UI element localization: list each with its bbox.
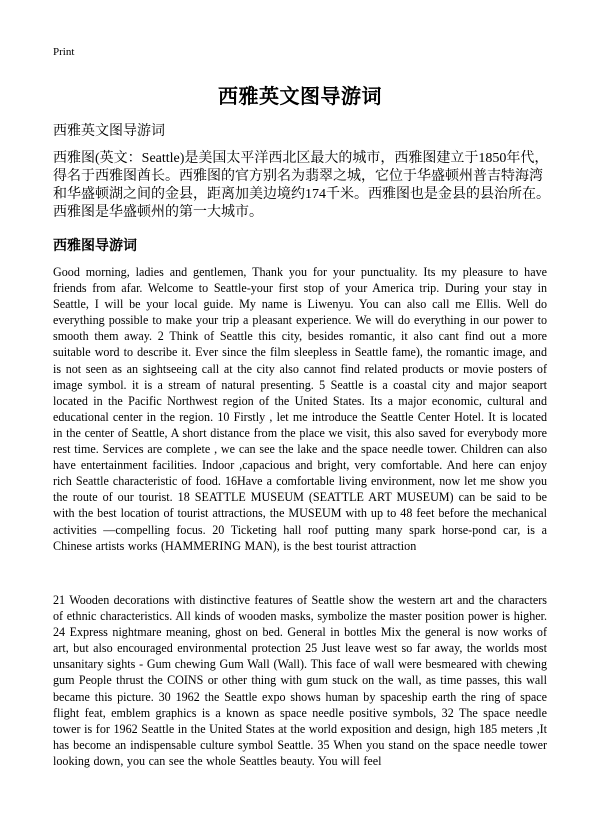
body-paragraph-2: 21 Wooden decorations with distinctive features of Seattle show the western art and the characters of ethnic characteristics. All kinds of wooden masks, symbolize the master position power is higher. 24 Express nightmare meaning, ghost on bed. General in bottles Mix the general is now works of art, but also encouraged environmental protection 25 Just leave west so far away, the worlds most unsanitary sights - Gum chewing Gum Wall (Wall). This face of wall were besmeared with chewing gum People thrust the COINS or other thing with gum stuck on the wall, as time passes, this wall became this picture. 30 1962 the Seattle expo shows human by spaceship earth the ring of space flight feat, emblem graphics is a known as space needle positive symbols, 32 The space needle tower is for 1962 Seattle in the United States at the world exposition and design, high 185 meters ,It has become an indispensable culture symbol Seattle. 35 When you stand on the space needle tower looking down, you can see the whole Seattles beauty. You will feel: [53, 593, 547, 768]
print-link[interactable]: Print: [53, 46, 75, 58]
intro-paragraph: 西雅图(英文：Seattle)是美国太平洋西北区最大的城市，西雅图建立于1850年代，得名于西雅图酋长。西雅图的官方别名为翡翠之城，它位于华盛顿州普吉特海湾和华盛顿湖之间的金县，距离加美边境约174千米。西雅图也是金县的县治所在。西雅图是华盛顿州的第一大城市。: [53, 151, 550, 220]
section-heading: 西雅图导游词: [53, 239, 137, 254]
body-paragraph-1: Good morning, ladies and gentlemen, Thank you for your punctuality. Its my pleasure to have friends from afar. Welcome to Seattle-your first stop of your America trip. During your stay in Seattle, I will be your local guide. My name is Liwenyu. You can also call me Ellis. Well do everything possible to make your trip a pleasant experience. We will do everything in our power to smooth them away. 2 Think of Seattle this city, besides romantic, it also cant find out a more suitable word to describe it. Ever since the film sleepless in Seattle fame), the romantic image, and is not seen as an sightseeing call at the city also cannot find related products or movie posters of image symbol. it is a stream of natural presenting. 5 Seattle is a coastal city and major seaport located in the Pacific Northwest region of the United States. Its a major economic, cultural and educational center in the region. 10 Firstly , let me introduce the Seattle Center Hotel. It is located in the center of Seattle, A short distance from the place we visit, this also saved for everybody more rest time. Services are complete , we can see the lake and the space needle tower. Children can also have entertainment facilities. Indoor ,capacious and bright, very comfortable. And here can enjoy rich Seattle characteristic of food. 16Have a comfortable living environment, now let me show you the route of our tourist. 18 SEATTLE MUSEUM (SEATTLE ART MUSEUM) can be said to be with the best location of tourist attractions, the MUSEUM with up to 48 feet before the mechanical activities —compelling focus. 20 Ticketing hall roof putting many spark horse-pond car, is a Chinese artists works (HAMMERING MAN), is the best tourist attraction: [53, 265, 547, 553]
page-title: 西雅英文图导游词: [218, 86, 382, 108]
subtitle: 西雅英文图导游词: [53, 124, 165, 139]
